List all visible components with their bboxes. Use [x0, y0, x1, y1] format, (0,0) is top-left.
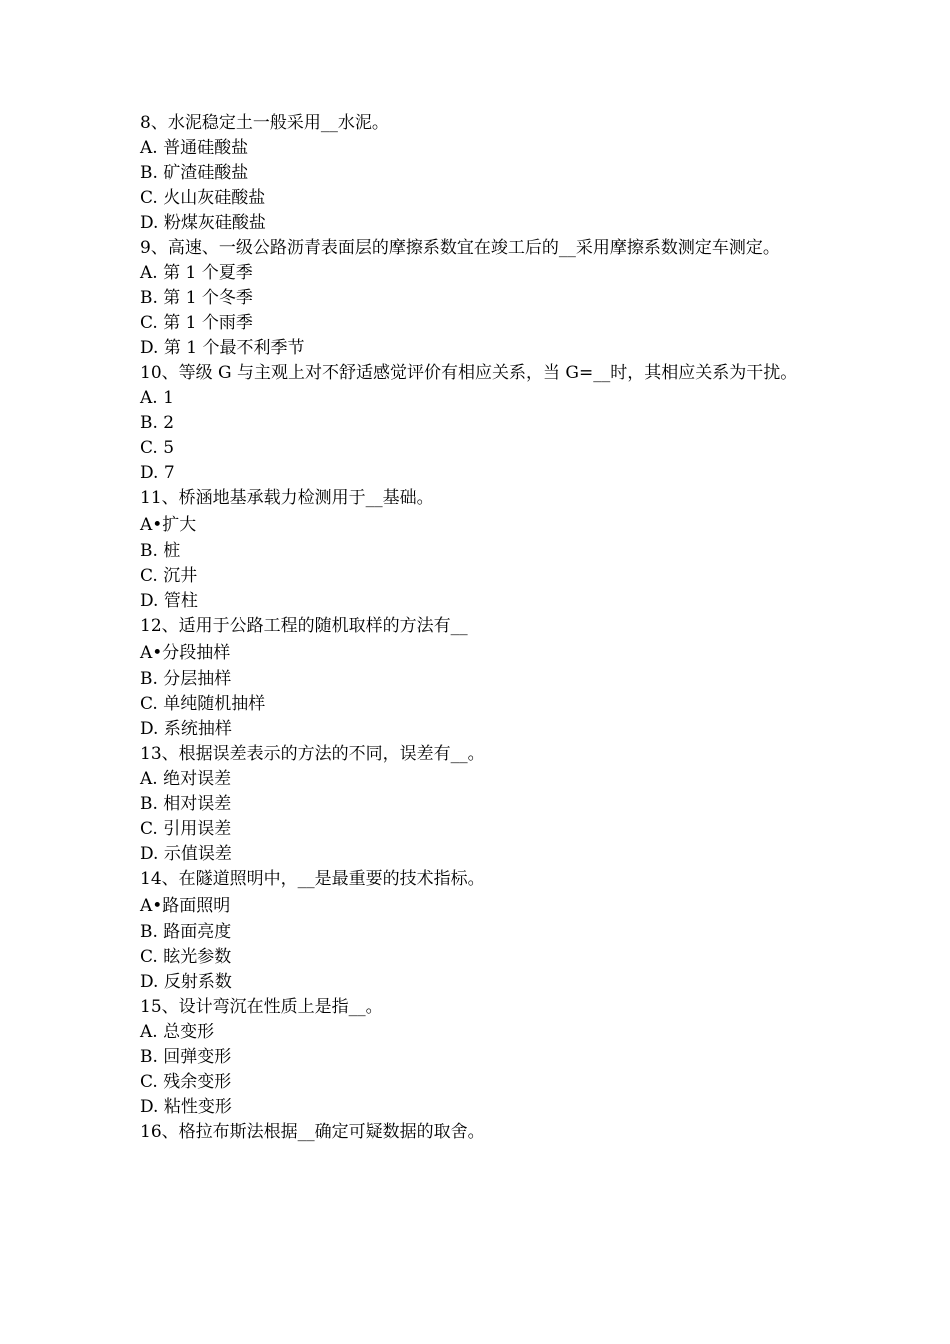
option-d: D. 管柱	[140, 591, 198, 611]
option-c: C. 第 1 个雨季	[140, 313, 253, 333]
option-d: D. 反射系数	[140, 972, 232, 992]
option-c: C. 单纯随机抽样	[140, 694, 266, 714]
question-15	[140, 995, 810, 1120]
question-stem: 14、在隧道照明中，__是最重要的技术指标。	[140, 869, 485, 889]
question-16	[140, 1120, 810, 1145]
option-a: A. 总变形	[140, 1022, 215, 1042]
option-a: A. 绝对误差	[140, 769, 232, 789]
option-d: D. 系统抽样	[140, 719, 232, 739]
option-c: C. 残余变形	[140, 1072, 232, 1092]
option-d: D. 粘性变形	[140, 1097, 232, 1117]
option-b: B. 相对误差	[140, 794, 232, 814]
question-9	[140, 236, 810, 361]
option-c: C. 引用误差	[140, 819, 232, 839]
option-c: C. 沉井	[140, 566, 198, 586]
option-a: A. 第 1 个夏季	[140, 263, 253, 283]
option-b: B. 第 1 个冬季	[140, 288, 253, 308]
option-c: C. 火山灰硅酸盐	[140, 188, 266, 208]
option-c: C. 眩光参数	[140, 947, 232, 967]
question-stem: 13、根据误差表示的方法的不同，误差有__。	[140, 744, 485, 764]
question-stem: 10、等级 G 与主观上对不舒适感觉评价有相应关系，当 G=__时，其相应关系为干扰。	[140, 363, 798, 383]
question-13	[140, 742, 810, 867]
option-d: D. 示值误差	[140, 844, 232, 864]
question-stem: 12、适用于公路工程的随机取样的方法有__	[140, 616, 468, 636]
question-stem: 15、设计弯沉在性质上是指__。	[140, 997, 383, 1017]
question-stem: 8、水泥稳定土一般采用__水泥。	[140, 113, 389, 133]
option-b: B. 路面亮度	[140, 922, 232, 942]
document-page	[140, 111, 810, 1145]
question-12	[140, 614, 810, 742]
option-d: D. 粉煤灰硅酸盐	[140, 213, 266, 233]
option-b: B. 分层抽样	[140, 669, 232, 689]
option-b: B. 2	[140, 413, 175, 433]
question-10	[140, 361, 810, 486]
option-a: A•路面照明	[140, 896, 231, 916]
option-d: D. 第 1 个最不利季节	[140, 338, 305, 358]
question-stem: 16、格拉布斯法根据__确定可疑数据的取舍。	[140, 1122, 485, 1142]
option-a: A•扩大	[140, 515, 197, 535]
option-b: B. 回弹变形	[140, 1047, 232, 1067]
question-11	[140, 486, 810, 614]
option-a: A. 1	[140, 388, 174, 408]
option-a: A•分段抽样	[140, 643, 231, 663]
question-stem: 11、桥涵地基承载力检测用于__基础。	[140, 488, 434, 508]
question-stem: 9、高速、一级公路沥青表面层的摩擦系数宜在竣工后的__采用摩擦系数测定车测定。	[140, 238, 780, 258]
option-d: D. 7	[140, 463, 175, 483]
question-14	[140, 867, 810, 995]
option-a: A. 普通硅酸盐	[140, 138, 249, 158]
option-b: B. 矿渣硅酸盐	[140, 163, 249, 183]
option-b: B. 桩	[140, 541, 181, 561]
option-c: C. 5	[140, 438, 175, 458]
question-8	[140, 111, 810, 236]
